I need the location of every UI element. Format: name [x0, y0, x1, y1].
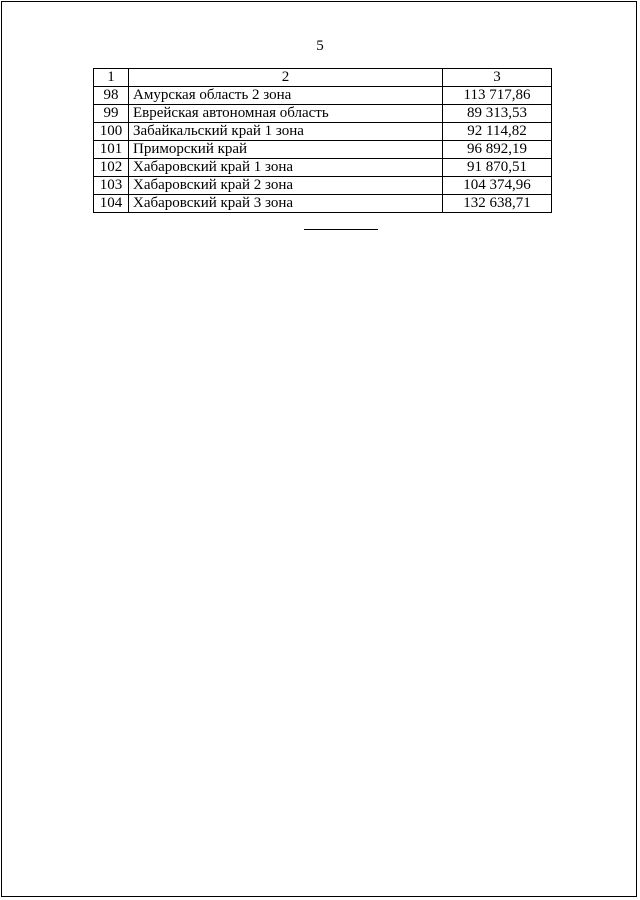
table-row — [94, 177, 552, 195]
region-name: Хабаровский край 2 зона — [129, 177, 443, 195]
end-of-document-rule — [304, 229, 378, 230]
region-name: Амурская область 2 зона — [129, 87, 443, 105]
row-value: 132 638,71 — [443, 195, 552, 213]
header-cell-1: 1 — [94, 69, 129, 87]
row-number: 104 — [94, 195, 129, 213]
page-number: 5 — [316, 38, 324, 54]
row-number: 101 — [94, 141, 129, 159]
row-number: 99 — [94, 105, 129, 123]
table-row — [94, 195, 552, 213]
region-name: Еврейская автономная область — [129, 105, 443, 123]
region-name: Забайкальский край 1 зона — [129, 123, 443, 141]
row-value: 113 717,86 — [443, 87, 552, 105]
row-value: 91 870,51 — [443, 159, 552, 177]
row-value: 92 114,82 — [443, 123, 552, 141]
table-row — [94, 105, 552, 123]
table-row — [94, 159, 552, 177]
row-value: 104 374,96 — [443, 177, 552, 195]
data-table — [93, 68, 552, 213]
row-value: 96 892,19 — [443, 141, 552, 159]
region-name: Хабаровский край 3 зона — [129, 195, 443, 213]
table-row — [94, 87, 552, 105]
row-number: 103 — [94, 177, 129, 195]
table-row — [94, 123, 552, 141]
region-name: Хабаровский край 1 зона — [129, 159, 443, 177]
row-number: 102 — [94, 159, 129, 177]
row-number: 100 — [94, 123, 129, 141]
region-name: Приморский край — [129, 141, 443, 159]
header-cell-2: 2 — [129, 69, 443, 87]
row-value: 89 313,53 — [443, 105, 552, 123]
row-number: 98 — [94, 87, 129, 105]
header-cell-3: 3 — [443, 69, 552, 87]
table-header-row — [94, 69, 552, 87]
table-row — [94, 141, 552, 159]
